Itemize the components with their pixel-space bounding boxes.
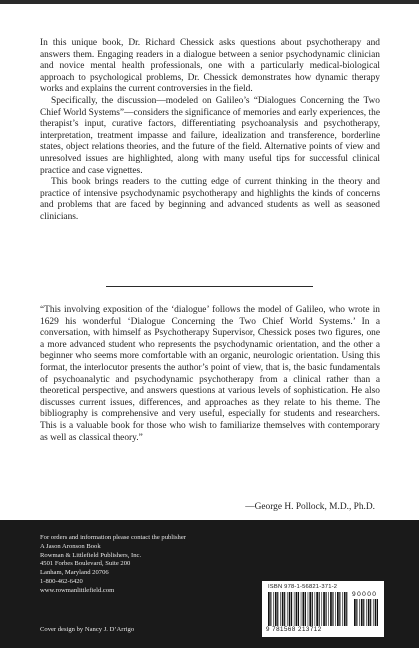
website-url: www.rowmanlittlefield.com — [40, 586, 115, 594]
cover-design-credit: Cover design by Nancy J. D’Arrigo — [40, 626, 135, 633]
street-address: 4501 Forbes Boulevard, Suite 200 — [40, 560, 131, 568]
section-divider — [106, 286, 313, 287]
orders-line: For orders and information please contact the publisher — [40, 534, 186, 541]
city-state-zip: Lanham, Maryland 20706 — [40, 569, 109, 577]
ean-digits: 9 781568 213712 — [266, 626, 322, 633]
description-paragraph-1: In this unique book, Dr. Richard Chessick asks questions about psychotherapy and answers them. Engaging readers in a dialogue between a senior psychodynamic clinician and novice mental health professionals, one with a particularly medical-biological approach to psychological problems, Dr. Chessick demonstrates how dynamic therapy works and explains the current controversies in the field. — [40, 38, 380, 95]
endorsement-text: “This involving exposition of the ‘dialogue’ follows the model of Galileo, who wrote in 1629 his wonderful ‘Dialogue Concerning the Two Chief World Systems.’ In a conversation, with himself as Psychotherapy Supervisor, Chessick poses two figures, one a more advanced student who represents the psychodynamic orientation, and the other a beginner who seems more comfortable with an organic, neurologic orientation. Using this format, the interlocutor presents the author’s point of view, that is, the basic fundamentals of psychoanalytic and psychodynamic psychotherapy from a clinical rather than a theoretical perspective, and answers questions at various levels of sophistication. He also discusses current issues, differences, and approaches as they relate to his theme. The bibliography is comprehensive and very useful, especially for students and researchers. This is a valuable book for those who wish to familiarize themselves with contemporary as well as classical theory.” — [40, 305, 380, 443]
publisher-footer — [0, 520, 419, 648]
top-rule — [0, 0, 419, 4]
ean-barcode — [268, 592, 348, 626]
publisher-info — [40, 534, 186, 596]
endorsement-attribution: —George H. Pollock, M.D., Ph.D. — [245, 502, 375, 512]
book-description — [40, 38, 380, 224]
description-paragraph-3: This book brings readers to the cutting edge of current thinking in the theory and practice of intensive psychodynamic psychotherapy and highlights the kinds of concerns and problems that are faced by beginning and advanced students as well as seasoned clinicians. — [40, 177, 380, 222]
addon-barcode — [354, 599, 378, 626]
isbn-label: ISBN 978-1-56821-371-2 — [268, 584, 338, 590]
barcode-panel — [262, 581, 384, 637]
imprint-line: A Jason Aronson Book — [40, 542, 101, 550]
publisher-name: Rowman & Littlefield Publishers, Inc. — [40, 551, 142, 559]
description-paragraph-2: Specifically, the discussion—modeled on Galileo’s “Dialogues Concerning the Two Chief World Systems”—considers the significance of memories and early experiences, the therapist’s input, curative factors, differentiating psychoanalysis and psychotherapy, interpretation, treatment impasse and failure, idealization and transference, borderline states, object relations theories, and the future of the field. Alternative points of view and unresolved issues are highlighted, along with many useful tips for successful clinical practice and case vignettes. — [40, 95, 380, 176]
price-code: 90000 — [352, 591, 378, 598]
endorsement-quote — [40, 305, 380, 444]
phone-number: 1-800-462-6420 — [40, 577, 83, 585]
